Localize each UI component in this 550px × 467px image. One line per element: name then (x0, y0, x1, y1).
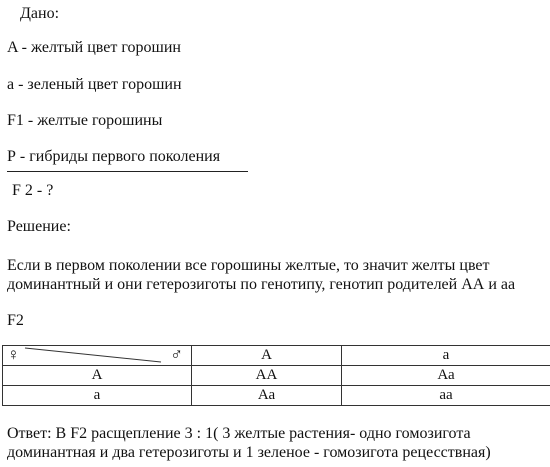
find-f2-question: F 2 - ? (12, 182, 54, 199)
female-symbol-icon: ♀ (7, 345, 20, 364)
punnett-square-table (2, 345, 550, 406)
header-gamete-recessive: а (342, 346, 550, 366)
header-gamete-dominant: А (192, 346, 342, 366)
f2-label: F2 (7, 312, 24, 329)
solution-paragraph-line-1: Если в первом поколении все горошины желтые, то значит желты цвет (7, 257, 490, 274)
given-recessive-allele: а - зеленый цвет горошин (7, 76, 182, 93)
row-gamete: А (3, 366, 192, 386)
table-corner-cell (3, 346, 192, 366)
genotype-cell: Аа (192, 386, 342, 406)
table-row (3, 366, 550, 386)
table-row (3, 386, 550, 406)
answer-line-2: доминантная и два гетерозиготы и 1 зеленое - гомозигота рецесствная) (7, 444, 491, 461)
male-symbol-icon: ♂ (170, 345, 183, 364)
given-parents: Р - гибриды первого поколения (7, 148, 221, 165)
row-gamete: а (3, 386, 192, 406)
solution-paragraph-line-2: доминантный и они гетерозиготы по генотипу, генотип родителей АА и аа (7, 276, 516, 293)
solution-heading: Решение: (7, 218, 71, 235)
genotype-cell: АА (192, 366, 342, 386)
genotype-cell: Аа (342, 366, 550, 386)
given-divider-line (7, 171, 248, 172)
given-heading: Дано: (20, 5, 60, 22)
corner-diagonal-line (3, 346, 192, 365)
given-f1: F1 - желтые горошины (7, 112, 163, 129)
answer-line-1: Ответ: В F2 расщепление 3 : 1( 3 желтые растения- одно гомозигота (7, 425, 471, 442)
table-header-row (3, 346, 550, 366)
given-dominant-allele: A - желтый цвет горошин (7, 39, 181, 56)
genotype-cell: аа (342, 386, 550, 406)
